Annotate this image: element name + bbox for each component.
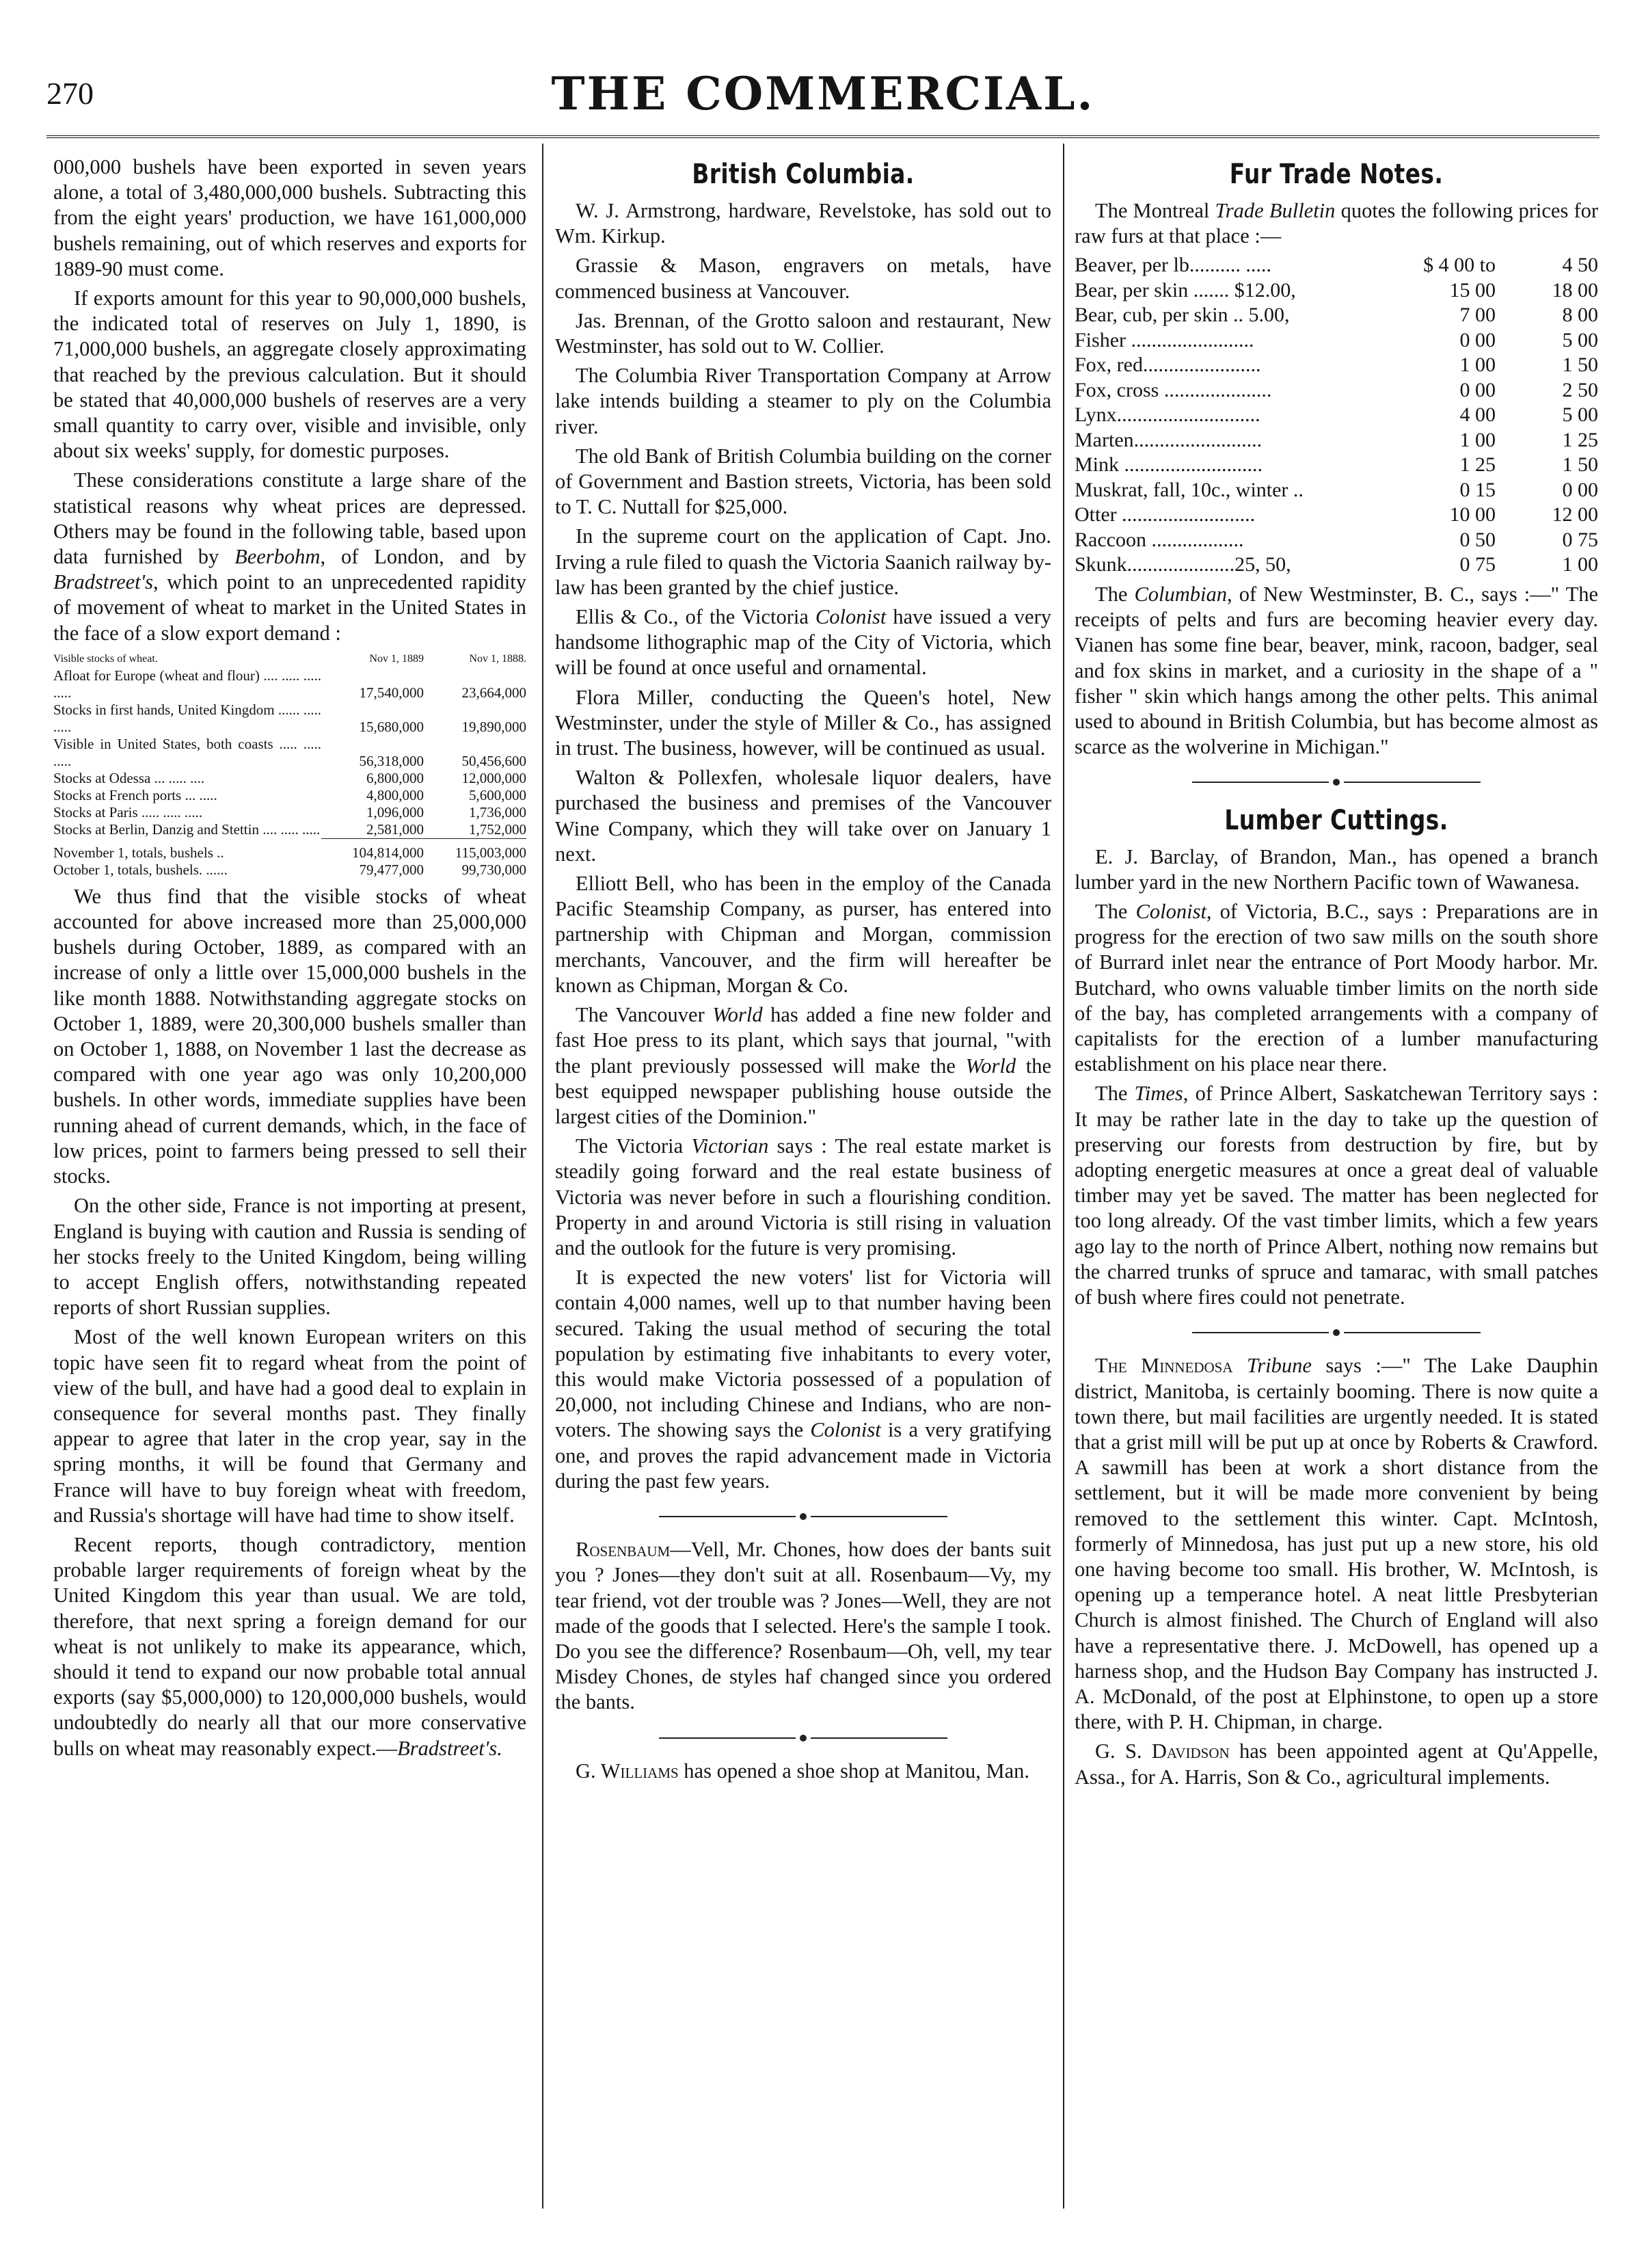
wheat-stocks-table [53, 650, 526, 879]
table-row: Bear, cub, per skin .. 5.00, 7 00 8 00 [1075, 304, 1598, 327]
news-item: The Victoria Victorian says : The real estate market is steadily going forward and the real estate business of Victoria was never before in such a flourishing condition. Property in and around Victoria is still rising in valuation and the outlook for the future is very promising. [555, 1134, 1051, 1259]
table-row: Raccoon .................. 0 50 0 75 [1075, 528, 1598, 551]
column-fur-and-lumber [1075, 155, 1598, 1794]
table-row: Skunk.....................25, 50, 0 75 1 00 [1075, 553, 1598, 576]
table-row: Afloat for Europe (wheat and flour) .... ..... ..... ..... 17,540,000 23,664,000 [53, 667, 526, 701]
paragraph: Most of the well known European writers on this topic have seen fit to regard wheat from the point of view of the bull, and have had a good deal to explain in consequence for several months past. They finally appear to agree that later in the crop year, say in the spring months, it will be found that Germany and France will have to buy foreign wheat with freedom, and Russia's shortage will have had time to show itself. [53, 1325, 526, 1527]
section-divider [555, 1502, 1051, 1527]
paragraph: 000,000 bushels have been exported in seven years alone, a total of 3,480,000,000 bushels. Subtracting this from the eight years' production, we have 161,000,000 bushels remaining, out of which reserves and exports for 1889-90 must come. [53, 155, 526, 280]
table-total-row: October 1, totals, bushels. ...... 79,477,000 99,730,000 [53, 861, 526, 878]
table-row: Fox, cross ..................... 0 00 2 50 [1075, 378, 1598, 401]
table-header: Nov 1, 1888. [469, 652, 526, 665]
news-item: In the supreme court on the application of Capt. Jno. Irving a rule filed to quash the Victoria Saanich railway by-law has been granted by the chief justice. [555, 524, 1051, 599]
paragraph: The Montreal Trade Bulletin quotes the following prices for raw furs at that place :— [1075, 199, 1599, 248]
table-total-row: November 1, totals, bushels .. 104,814,000 115,003,000 [53, 838, 526, 862]
paragraph: If exports amount for this year to 90,000,000 bushels, the indicated total of reserves on July 1, 1890, is 71,000,000 bushels, an aggregate closely approximating that reached by the previous calculation. But it should be stated that 40,000,000 bushels of reserves are a very small quantity to carry over, visible and invisible, only about six weeks' supply, for domestic purposes. [53, 286, 526, 463]
masthead-rule [46, 135, 1600, 138]
table-row: Stocks at Paris ..... ..... ..... 1,096,000 1,736,000 [53, 803, 526, 821]
paragraph: Recent reports, though contradictory, mention probable larger requirements of foreign wheat by the United Kingdom this year than usual. We are told, therefore, that next spring a foreign demand for our wheat is not unlikely to make its appearance, which, should it tend to expand our now probable total annual exports (say $5,000,000) to 120,000,000 bushels, would undoubtedly do nearly all that our more conservative bulls on wheat may reasonably expect.—Bradstreet's. [53, 1532, 526, 1760]
table-row: Muskrat, fall, 10c., winter .. 0 15 0 00 [1075, 478, 1598, 501]
section-heading: Fur Trade Notes. [1229, 159, 1444, 190]
paragraph: E. J. Barclay, of Brandon, Man., has opened a branch lumber yard in the new Northern Pacific town of Wawanesa. [1075, 844, 1598, 894]
news-item: Jas. Brennan, of the Grotto saloon and restaurant, New Westminster, has sold out to W. Collier. [555, 308, 1051, 358]
table-row: Stocks at French ports ... ..... 4,800,000 5,600,000 [53, 786, 526, 803]
news-item: Walton & Pollexfen, wholesale liquor dealers, have purchased the business and premises of the Vancouver Wine Company, which they will take over on January 1 next. [555, 766, 1051, 866]
column-rule-1 [542, 144, 543, 2209]
paragraph: The Times, of Prince Albert, Saskatchewan Territory says : It may be rather late in the day to take up the question of preserving our forests from destruction by fire, but by adopting energetic measures at once a great deal of valuable timber may yet be saved. The matter has been neglected for too long already. Of the vast timber limits, which a few years ago lay to the north of Prince Albert, nothing now remains but the charred trunks of spruce and tamarac, with small patches of bush where fires could not penetrate. [1075, 1082, 1598, 1309]
paragraph: These considerations constitute a large share of the statistical reasons why wheat prices are depressed. Others may be found in the following table, based upon data furnished by Beerbohm, of London, and by Bradstreet's, which point to an unprecedented rapidity of movement of wheat to market in the United States in the face of a slow export demand : [53, 468, 526, 645]
fur-prices-table [1075, 253, 1598, 578]
news-item: Flora Miller, conducting the Queen's hotel, New Westminster, under the style of Miller & Co., has assigned in trust. The business, however, will be continued as usual. [555, 685, 1051, 760]
paragraph: On the other side, France is not importing at present, England is buying with caution and Russia is sending of her stocks freely to the United Kingdom, being willing to accept English offers, notwithstanding repeated reports of short Russian supplies. [53, 1194, 526, 1320]
source-credit: Bradstreet's. [397, 1736, 502, 1760]
table-row: Visible in United States, both coasts ..... ..... ..... 56,318,000 50,456,600 [53, 735, 526, 769]
column-wheat-article [53, 155, 526, 1765]
table-row: Stocks at Odessa ... ..... .... 6,800,000 12,000,000 [53, 769, 526, 786]
column-british-columbia [555, 155, 1051, 1788]
table-header: Visible stocks of wheat. [53, 652, 158, 665]
page-number: 270 [46, 76, 94, 111]
news-item: W. J. Armstrong, hardware, Revelstoke, has sold out to Wm. Kirkup. [555, 199, 1051, 248]
news-item: Elliott Bell, who has been in the employ of the Canada Pacific Steamship Company, as purser, has entered into partnership with Chipman and Morgan, commission merchants, Vancouver, and the firm will hereafter be known as Chipman, Morgan & Co. [555, 872, 1051, 997]
news-item: The old Bank of British Columbia building on the corner of Government and Bastion streets, Victoria, has been sold to T. C. Nuttall for $25,000. [555, 444, 1051, 519]
joke-item: Rosenbaum—Vell, Mr. Chones, how does der bants suit you ? Jones—they don't suit at all. Rosenbaum—Vy, my tear friend, vot der trouble was ? Jones—Well, they are not made of the goods that I selected. Here's the sample I took. Do you see the difference? Rosenbaum—Oh, vell, my tear Misdey Chones, de styles haf changed since you ordered the bants. [555, 1538, 1051, 1714]
news-item: The Vancouver World has added a fine new folder and fast Hoe press to its plant, which says that journal, "with the plant previously possessed will make the World the best equipped newspaper publishing house outside the largest cities of the Dominion." [555, 1003, 1051, 1128]
paragraph: The Columbian, of New Westminster, B. C., says :—" The receipts of pelts and furs are becoming heavier every day. Vianen has some fine bear, beaver, mink, racoon, badger, seal and fox skins in market, and a curiosity in the shape of a " fisher " skin which hangs among the other pelts. This animal used to abound in British Columbia, but has become almost as scarce as the wolverine in Michigan." [1075, 582, 1598, 759]
table-row: Stocks in first hands, United Kingdom ...... ..... ..... 15,680,000 19,890,000 [53, 701, 526, 735]
paragraph: G. S. Davidson has been appointed agent at Qu'Appelle, Assa., for A. Harris, Son & Co., agricultural implements. [1075, 1739, 1598, 1789]
newspaper-title: THE COMMERCIAL. [551, 67, 1095, 120]
column-rule-2 [1063, 144, 1064, 2209]
table-row: Fox, red....................... 1 00 1 50 [1075, 353, 1598, 377]
paragraph: The Minnedosa Tribune says :—" The Lake Dauphin district, Manitoba, is certainly booming. There is now quite a town there, but mail facilities are urgently needed. It is stated that a grist mill will be put up at once by Roberts & Crawford. A sawmill has been at work a short distance from the settlement, but it will be made more convenient by being removed to the settlement this winter. Capt. McIntosh, formerly of Minnedosa, has just put up a new store, his old one having become too small. His brother, W. McIntosh, is opening up a temperance hotel. A neat little Presbyterian Church is almost finished. The Church of England will also have a representative there. J. McDowell, has opened up a harness shop, and the Hudson Bay Company has instructed J. A. McDonald, of the post at Elphinstone, to open up a store there, with P. H. Chipman, in charge. [1075, 1354, 1598, 1734]
paragraph: We thus find that the visible stocks of wheat accounted for above increased more than 25,000,000 bushels during October, 1889, as compared with an increase of only a little over 15,000,000 bushels in the like month 1888. Notwithstanding aggregate stocks on October 1, 1889, were 20,300,000 bushels smaller than on October 1, 1888, on November 1 last the decrease as compared with one year ago was only 10,200,000 bushels. In other words, immediate supplies have been running ahead of current demands, which, in the face of low prices, point to farmers being pressed to sell their stocks. [53, 884, 526, 1188]
section-divider [555, 1724, 1051, 1749]
news-item: It is expected the new voters' list for Victoria will contain 4,000 names, well up to that number having been secured. Taking the usual method of securing the total population by estimating five inhabitants to every voter, this would make Victoria possessed of a population of 20,000, not including Chinese and Indians, who are non-voters. The showing says the Colonist is a very gratifying one, and proves the rapid advancement made in Victoria during the past few years. [555, 1266, 1051, 1493]
news-item: The Columbia River Transportation Company at Arrow lake intends building a steamer to ply on the Columbia river. [555, 364, 1051, 438]
section-divider [1075, 1318, 1598, 1344]
table-row: Marten......................... 1 00 1 25 [1075, 428, 1598, 451]
masthead [46, 63, 1600, 145]
table-row: Bear, per skin ....... $12.00, 15 00 18 00 [1075, 278, 1598, 302]
news-item: Grassie & Mason, engravers on metals, have commenced business at Vancouver. [555, 254, 1051, 303]
table-row: Mink ........................... 1 25 1 50 [1075, 453, 1598, 477]
table-row: Fisher ........................ 0 00 5 00 [1075, 328, 1598, 351]
news-item: G. Williams has opened a shoe shop at Manitou, Man. [576, 1759, 1029, 1783]
paragraph: The Colonist, of Victoria, B.C., says : Preparations are in progress for the erection of two saw mills on the south shore of Burrard inlet near the entrance of Port Moody harbor. Mr. Butchard, who owns valuable timber limits on the north side of the bay, has completed arrangements with a company of capitalists for the erection of a lumber manufacturing establishment on his place near there. [1075, 899, 1598, 1076]
section-heading: Lumber Cuttings. [1224, 804, 1448, 836]
table-row: Beaver, per lb.......... ..... $ 4 00 to 4 50 [1075, 254, 1598, 277]
table-row: Otter .......................... 10 00 12 00 [1075, 503, 1598, 526]
table-row: Stocks at Berlin, Danzig and Stettin .... ..... ..... 2,581,000 1,752,000 [53, 821, 526, 838]
news-item: Ellis & Co., of the Victoria Colonist have issued a very handsome lithographic map of the City of Victoria, which will be found at once useful and ornamental. [555, 605, 1052, 680]
table-row: Lynx............................ 4 00 5 00 [1075, 403, 1598, 427]
section-heading: British Columbia. [692, 159, 915, 190]
table-header: Nov 1, 1889 [369, 652, 424, 665]
section-divider [1075, 768, 1598, 793]
